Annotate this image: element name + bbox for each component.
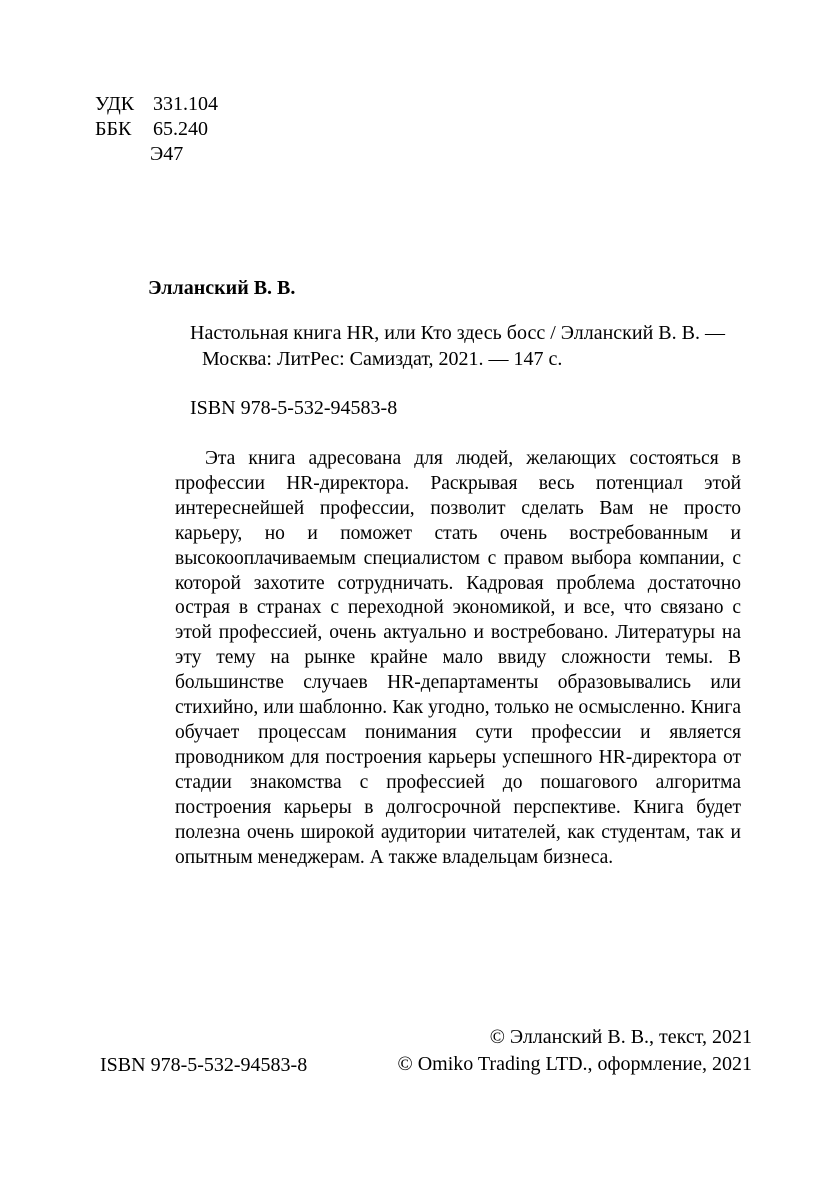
annotation-paragraph: Эта книга адресована для людей, желающих состояться в профессии HR-директора. Раскрывая весь потенциал этой интереснейшей профессии, позволит сделать Вам не просто карьеру, но и поможет стать очень востребованным и высокооплачиваемым специалистом с правом выбора компании, с которой захотите сотрудничать. Кадровая проблема достаточно острая в странах с переходной экономикой, и все, что связано с этой профессией, очень актуально и востребовано. Литературы на эту тему на рынке крайне мало ввиду сложности темы. В большинстве случаев HR-департаменты образовывались или стихийно, или шаблонно. Как угодно, только не осмысленно. Книга обучает процессам понимания сути профессии и является проводником для построения карьеры успешного HR-директора от стадии знакомства с профессией до пошагового алгоритма построения карьеры в долгосрочной перспективе. Книга будет полезна очень широкой аудитории читателей, как студентам, так и опытным менеджерам. А также владельцам бизнеса.	[175, 448, 741, 868]
imprint-codes	[95, 92, 218, 167]
copyright-block	[398, 1024, 753, 1077]
isbn-number-bottom: ISBN 978-5-532-94583-8	[100, 1054, 308, 1076]
bbk-label: ББК	[95, 118, 132, 140]
bbk-value: 65.240	[153, 118, 208, 140]
author-name: Элланский В. В.	[148, 277, 296, 299]
isbn-number-top: ISBN 978-5-532-94583-8	[190, 397, 398, 419]
udk-label: УДК	[95, 93, 135, 115]
udk-value: 331.104	[153, 93, 218, 115]
author-sign-code: Э47	[150, 143, 184, 165]
catalog-entry	[190, 320, 750, 372]
copyright-design-line: © Omiko Trading LTD., оформление, 2021	[397, 1052, 752, 1075]
catalog-entry-line2: Москва: ЛитРес: Самиздат, 2021. — 147 с.	[202, 348, 563, 370]
bbk-line	[95, 117, 218, 142]
copyright-text-line: © Элланский В. В., текст, 2021	[489, 1026, 752, 1048]
page-footer	[100, 1024, 752, 1077]
catalog-entry-line1: Настольная книга HR, или Кто здесь босс / Элланский В. В. —	[190, 322, 725, 344]
udk-line	[95, 92, 218, 117]
